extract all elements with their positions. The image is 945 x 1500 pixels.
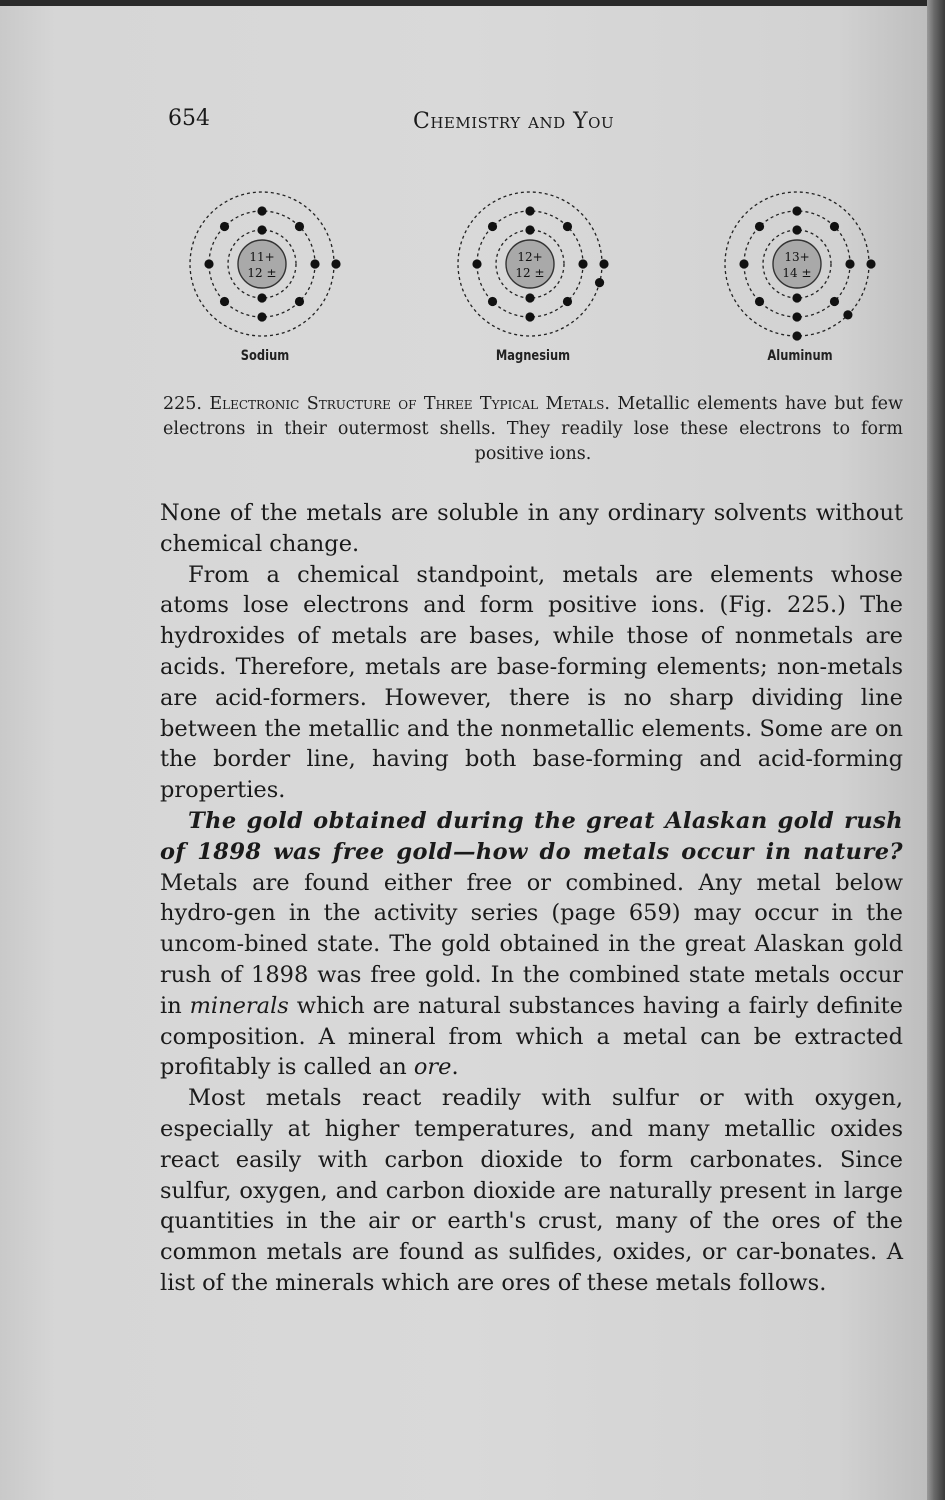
paragraph-1: None of the metals are soluble in any ordinary solvents without chemical change. — [160, 500, 903, 557]
electron — [295, 222, 304, 231]
electron — [599, 259, 608, 268]
atom-label-sodium: Sodium — [240, 348, 290, 364]
electron — [830, 297, 839, 306]
electron — [563, 222, 572, 231]
electron — [310, 259, 319, 268]
electron — [220, 222, 229, 231]
electron — [525, 225, 534, 234]
electron — [792, 293, 801, 302]
proton-count: 12+ — [517, 250, 543, 264]
proton-count: 13+ — [784, 250, 810, 264]
electron — [830, 222, 839, 231]
electron — [578, 259, 587, 268]
electron — [792, 331, 801, 340]
caption-number: 225. — [163, 394, 202, 414]
electron — [257, 312, 266, 321]
paragraph-3-text-c: . — [451, 1054, 459, 1081]
electron — [257, 293, 266, 302]
electron — [525, 312, 534, 321]
electron — [525, 293, 534, 302]
page-number: 654 — [168, 106, 210, 131]
neutron-count: 12 ± — [247, 266, 277, 280]
nucleus — [506, 240, 554, 288]
electron — [866, 259, 875, 268]
electron — [792, 225, 801, 234]
atom-label-aluminum: Aluminum — [767, 348, 833, 364]
caption-title: Electronic Structure of Three Typical Metals. — [209, 394, 610, 414]
electron — [845, 259, 854, 268]
caption-text: Metallic elements have but few electrons in their outermost shells. They readily lose these electrons to form positive ions. — [163, 394, 903, 464]
neutron-count: 14 ± — [782, 266, 812, 280]
paragraph-3-text-b: which are natural substances having a fairly definite composition. A mineral from which a metal can be extracted profitably is called an — [160, 992, 903, 1081]
electron — [595, 278, 604, 287]
book-spine-edge — [927, 0, 945, 1500]
atom-figure — [170, 176, 900, 376]
figure-caption — [163, 392, 903, 467]
nucleus — [238, 240, 286, 288]
electron — [257, 206, 266, 215]
electron — [525, 206, 534, 215]
electron — [220, 297, 229, 306]
electron — [204, 259, 213, 268]
atom-sodium — [170, 176, 360, 376]
electron — [257, 225, 266, 234]
proton-count: 11+ — [249, 250, 275, 264]
sodium-atom-diagram — [170, 176, 360, 351]
section-question-heading: The gold obtained during the great Alaskan gold rush of 1898 was free gold—how do metals occur in nature? — [160, 807, 903, 865]
electron — [792, 312, 801, 321]
electron — [755, 297, 764, 306]
body-text — [160, 498, 903, 1299]
paragraph-3 — [160, 806, 903, 1083]
electron — [488, 222, 497, 231]
atom-aluminum — [705, 176, 895, 376]
paragraph-3-text-a: Metals are found either free or combined. Any metal below hydro-gen in the activity series (page 659) may occur in the uncom-bined state. The gold obtained in the great Alaskan gold rush of 1898 was free gold. In the combined state metals occur in — [160, 869, 903, 1019]
electron — [563, 297, 572, 306]
electron — [739, 259, 748, 268]
running-head: Chemistry and You — [413, 109, 615, 134]
neutron-count: 12 ± — [515, 266, 545, 280]
nucleus — [773, 240, 821, 288]
term-minerals: minerals — [189, 992, 289, 1019]
book-page — [0, 6, 930, 1500]
term-ore: ore — [413, 1054, 452, 1081]
atom-magnesium — [438, 176, 628, 376]
electron — [792, 206, 801, 215]
electron — [295, 297, 304, 306]
aluminum-atom-diagram — [705, 176, 895, 351]
atom-label-magnesium: Magnesium — [495, 348, 571, 364]
electron — [331, 259, 340, 268]
paragraph-4: Most metals react readily with sulfur or with oxygen, especially at higher temperatures, and many metallic oxides react easily with carbon dioxide to form carbonates. Since sulfur, oxygen, and carbon dioxide are naturally present in large quantities in the air or earth's crust, many of the ores of the common metals are found as sulfides, oxides, or car-bonates. A list of the minerals which are ores of these metals follows. — [160, 1085, 903, 1296]
electron — [488, 297, 497, 306]
magnesium-atom-diagram — [438, 176, 628, 351]
paragraph-2: From a chemical standpoint, metals are elements whose atoms lose electrons and form positive ions. (Fig. 225.) The hydroxides of metals are bases, while those of nonmetals are acids. Therefore, metals are base-forming elements; non-metals are acid-formers. However, there is no sharp dividing line between the metallic and the nonmetallic elements. Some are on the border line, having both base-forming and acid-forming properties. — [160, 561, 903, 804]
electron — [843, 310, 852, 319]
electron — [472, 259, 481, 268]
electron — [755, 222, 764, 231]
